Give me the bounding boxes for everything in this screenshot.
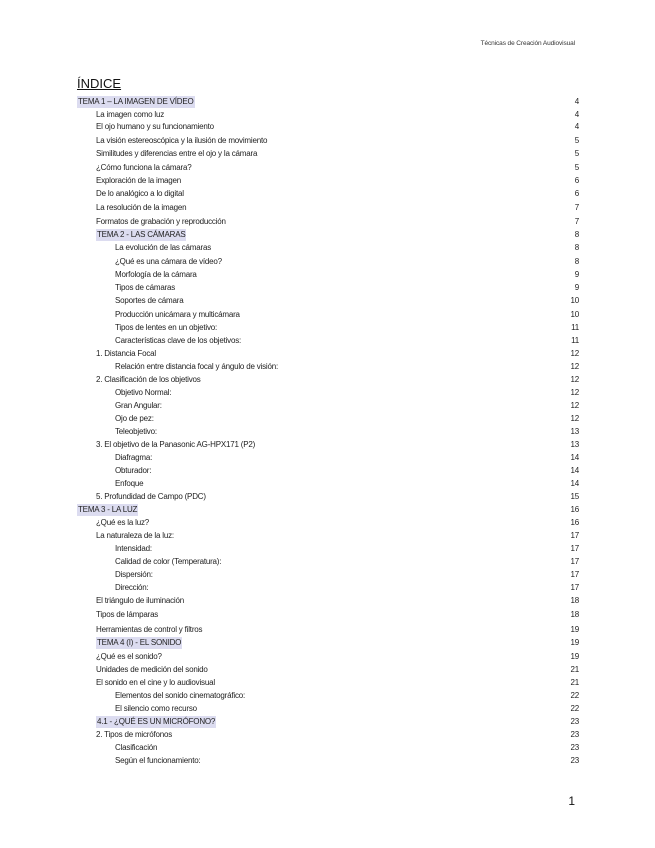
toc-entry-page: 5 bbox=[574, 163, 579, 172]
toc-entry-page: 21 bbox=[570, 678, 579, 687]
toc-entry-label: Unidades de medición del sonido bbox=[96, 665, 208, 674]
toc-entry-page: 17 bbox=[570, 557, 579, 566]
toc-entry-label: Relación entre distancia focal y ángulo de visión: bbox=[115, 362, 278, 371]
toc-entry-page: 23 bbox=[570, 730, 579, 739]
toc-entry[interactable] bbox=[0, 309, 655, 321]
toc-entry-label: Producción unicámara y multicámara bbox=[115, 310, 240, 319]
toc-entry-label: 1. Distancia Focal bbox=[96, 349, 156, 358]
toc-entry[interactable] bbox=[0, 690, 655, 702]
toc-entry-page: 7 bbox=[574, 203, 579, 212]
toc-entry-label: El silencio como recurso bbox=[115, 704, 197, 713]
toc-entry[interactable] bbox=[0, 595, 655, 607]
toc-entry-page: 4 bbox=[574, 122, 579, 131]
toc-entry[interactable] bbox=[0, 109, 655, 121]
toc-entry-label: Herramientas de control y filtros bbox=[96, 625, 203, 634]
toc-entry[interactable] bbox=[0, 452, 655, 464]
toc-entry-page: 9 bbox=[574, 283, 579, 292]
toc-entry[interactable] bbox=[0, 569, 655, 581]
toc-entry-page: 11 bbox=[571, 336, 579, 345]
toc-entry-label: El triángulo de iluminación bbox=[96, 596, 184, 605]
toc-entry[interactable] bbox=[0, 582, 655, 594]
toc-entry-page: 8 bbox=[574, 257, 579, 266]
toc-entry[interactable] bbox=[0, 216, 655, 228]
toc-entry[interactable] bbox=[0, 188, 655, 200]
document-header: Técnicas de Creación Audiovisual bbox=[480, 40, 575, 47]
toc-entry-page: 12 bbox=[570, 388, 579, 397]
toc-entry[interactable] bbox=[0, 716, 655, 728]
toc-entry-page: 12 bbox=[570, 375, 579, 384]
toc-entry-label: La imagen como luz bbox=[96, 110, 164, 119]
toc-entry[interactable] bbox=[0, 637, 655, 649]
toc-entry-page: 19 bbox=[570, 625, 579, 634]
toc-entry-label: 2. Tipos de micrófonos bbox=[96, 730, 173, 739]
toc-entry-label: TEMA 3 - LA LUZ bbox=[78, 505, 138, 514]
toc-entry[interactable] bbox=[0, 162, 655, 174]
toc-entry-label: TEMA 4 (I) - EL SONIDO bbox=[97, 638, 182, 647]
toc-entry[interactable] bbox=[0, 478, 655, 490]
toc-entry-page: 14 bbox=[570, 453, 579, 462]
toc-entry-label: Formatos de grabación y reproducción bbox=[96, 217, 226, 226]
toc-entry[interactable] bbox=[0, 175, 655, 187]
toc-entry-label: Gran Angular: bbox=[115, 401, 162, 410]
toc-entry-label: La naturaleza de la luz: bbox=[96, 531, 174, 540]
toc-entry-page: 22 bbox=[570, 691, 579, 700]
toc-entry-page: 14 bbox=[570, 479, 579, 488]
toc-entry-label: Similitudes y diferencias entre el ojo y la cámara bbox=[96, 149, 258, 158]
toc-entry-label: Teleobjetivo: bbox=[115, 427, 157, 436]
toc-entry[interactable] bbox=[0, 295, 655, 307]
toc-entry[interactable] bbox=[0, 229, 655, 241]
toc-entry[interactable] bbox=[0, 504, 655, 516]
toc-entry[interactable] bbox=[0, 465, 655, 477]
toc-entry-label: Objetivo Normal: bbox=[115, 388, 172, 397]
toc-entry-page: 6 bbox=[574, 189, 579, 198]
toc-entry[interactable] bbox=[0, 729, 655, 741]
toc-entry[interactable] bbox=[0, 148, 655, 160]
toc-entry[interactable] bbox=[0, 439, 655, 451]
toc-entry-page: 10 bbox=[570, 296, 579, 305]
toc-entry-page: 22 bbox=[570, 704, 579, 713]
toc-entry-label: Diafragma: bbox=[115, 453, 153, 462]
toc-entry[interactable] bbox=[0, 361, 655, 373]
toc-entry[interactable] bbox=[0, 624, 655, 636]
toc-entry[interactable] bbox=[0, 742, 655, 754]
toc-entry-label: Tipos de lámparas bbox=[96, 610, 159, 619]
toc-entry-label: ¿Qué es el sonido? bbox=[96, 652, 162, 661]
toc-entry[interactable] bbox=[0, 374, 655, 386]
toc-entry-page: 8 bbox=[574, 230, 579, 239]
toc-entry-page: 17 bbox=[570, 531, 579, 540]
toc-entry-page: 12 bbox=[570, 401, 579, 410]
toc-entry-label: Calidad de color (Temperatura): bbox=[115, 557, 222, 566]
toc-entry-page: 15 bbox=[570, 492, 579, 501]
toc-entry-page: 10 bbox=[570, 310, 579, 319]
toc-entry-page: 12 bbox=[570, 349, 579, 358]
toc-entry-label: TEMA 1 – LA IMAGEN DE VÍDEO bbox=[78, 97, 194, 106]
toc-entry-label: Características clave de los objetivos: bbox=[115, 336, 242, 345]
toc-entry-label: Obturador: bbox=[115, 466, 152, 475]
toc-entry[interactable] bbox=[0, 703, 655, 715]
toc-entry[interactable] bbox=[0, 202, 655, 214]
toc-entry-label: ¿Qué es una cámara de vídeo? bbox=[115, 257, 222, 266]
toc-entry-label: Dispersión: bbox=[115, 570, 153, 579]
toc-entry-page: 13 bbox=[570, 440, 579, 449]
toc-entry[interactable] bbox=[0, 322, 655, 334]
toc-entry-page: 13 bbox=[570, 427, 579, 436]
toc-entry[interactable] bbox=[0, 556, 655, 568]
toc-entry-page: 12 bbox=[570, 414, 579, 423]
toc-entry[interactable] bbox=[0, 609, 655, 621]
toc-entry-label: Según el funcionamiento: bbox=[115, 756, 201, 765]
toc-entry-page: 18 bbox=[570, 610, 579, 619]
toc-entry-page: 5 bbox=[574, 136, 579, 145]
toc-entry-label: La resolución de la imagen bbox=[96, 203, 187, 212]
toc-entry[interactable] bbox=[0, 517, 655, 529]
toc-entry-label: ¿Cómo funciona la cámara? bbox=[96, 163, 192, 172]
toc-entry[interactable] bbox=[0, 282, 655, 294]
toc-entry-page: 23 bbox=[570, 743, 579, 752]
toc-entry-label: Clasificación bbox=[115, 743, 158, 752]
toc-entry[interactable] bbox=[0, 348, 655, 360]
toc-entry-label: Dirección: bbox=[115, 583, 149, 592]
toc-entry-label: TEMA 2 - LAS CÁMARAS bbox=[97, 230, 186, 239]
toc-entry[interactable] bbox=[0, 335, 655, 347]
toc-entry[interactable] bbox=[0, 242, 655, 254]
toc-entry[interactable] bbox=[0, 96, 655, 108]
toc-entry-page: 17 bbox=[570, 544, 579, 553]
toc-entry-page: 4 bbox=[574, 110, 579, 119]
toc-entry-page: 4 bbox=[574, 97, 579, 106]
toc-entry-page: 19 bbox=[570, 652, 579, 661]
toc-entry-label: La evolución de las cámaras bbox=[115, 243, 211, 252]
toc-entry[interactable] bbox=[0, 664, 655, 676]
toc-entry-page: 14 bbox=[570, 466, 579, 475]
toc-entry-page: 8 bbox=[574, 243, 579, 252]
toc-entry[interactable] bbox=[0, 677, 655, 689]
toc-entry-page: 5 bbox=[574, 149, 579, 158]
toc-entry-label: Soportes de cámara bbox=[115, 296, 184, 305]
page-number: 1 bbox=[568, 794, 575, 808]
toc-entry[interactable] bbox=[0, 121, 655, 133]
toc-entry[interactable] bbox=[0, 400, 655, 412]
toc-entry-page: 21 bbox=[570, 665, 579, 674]
toc-entry[interactable] bbox=[0, 269, 655, 281]
toc-entry-label: El sonido en el cine y lo audiovisual bbox=[96, 678, 215, 687]
toc-entry-label: 3. El objetivo de la Panasonic AG-HPX171 (P2) bbox=[96, 440, 256, 449]
toc-entry[interactable] bbox=[0, 543, 655, 555]
toc-entry-label: ¿Qué es la luz? bbox=[96, 518, 150, 527]
toc-entry-label: 2. Clasificación de los objetivos bbox=[96, 375, 201, 384]
toc-entry-label: Morfología de la cámara bbox=[115, 270, 197, 279]
toc-entry-label: Exploración de la imagen bbox=[96, 176, 182, 185]
toc-entry[interactable] bbox=[0, 256, 655, 268]
toc-entry-label: El ojo humano y su funcionamiento bbox=[96, 122, 214, 131]
toc-entry-label: 4.1 - ¿QUÉ ES UN MICRÓFONO? bbox=[97, 717, 216, 726]
toc-entry-label: La visión estereoscópica y la ilusión de movimiento bbox=[96, 136, 268, 145]
toc-entry-label: Elementos del sonido cinematográfico: bbox=[115, 691, 246, 700]
toc-entry-label: Intensidad: bbox=[115, 544, 152, 553]
toc-entry-page: 9 bbox=[574, 270, 579, 279]
toc-entry[interactable] bbox=[0, 755, 655, 767]
toc-entry-page: 16 bbox=[570, 518, 579, 527]
toc-entry-page: 12 bbox=[570, 362, 579, 371]
toc-entry-label: Enfoque bbox=[115, 479, 144, 488]
toc-entry[interactable] bbox=[0, 491, 655, 503]
toc-entry-page: 7 bbox=[574, 217, 579, 226]
toc-entry-label: Tipos de cámaras bbox=[115, 283, 176, 292]
toc-entry[interactable] bbox=[0, 135, 655, 147]
toc-entry-page: 18 bbox=[570, 596, 579, 605]
toc-entry-page: 19 bbox=[570, 638, 579, 647]
toc-entry-label: Tipos de lentes en un objetivo: bbox=[115, 323, 218, 332]
toc-entry-page: 6 bbox=[574, 176, 579, 185]
toc-entry[interactable] bbox=[0, 413, 655, 425]
toc-entry-page: 11 bbox=[571, 323, 579, 332]
toc-entry-page: 17 bbox=[570, 583, 579, 592]
toc-entry-label: De lo analógico a lo digital bbox=[96, 189, 184, 198]
toc-entry[interactable] bbox=[0, 426, 655, 438]
toc-entry-page: 16 bbox=[570, 505, 579, 514]
toc-title: ÍNDICE bbox=[77, 76, 122, 91]
toc-entry-label: 5. Profundidad de Campo (PDC) bbox=[96, 492, 206, 501]
toc-entry-page: 23 bbox=[570, 756, 579, 765]
toc-entry[interactable] bbox=[0, 530, 655, 542]
toc-entry[interactable] bbox=[0, 651, 655, 663]
toc-entry[interactable] bbox=[0, 387, 655, 399]
toc-entry-page: 23 bbox=[570, 717, 579, 726]
toc-entry-page: 17 bbox=[570, 570, 579, 579]
toc-entry-label: Ojo de pez: bbox=[115, 414, 154, 423]
